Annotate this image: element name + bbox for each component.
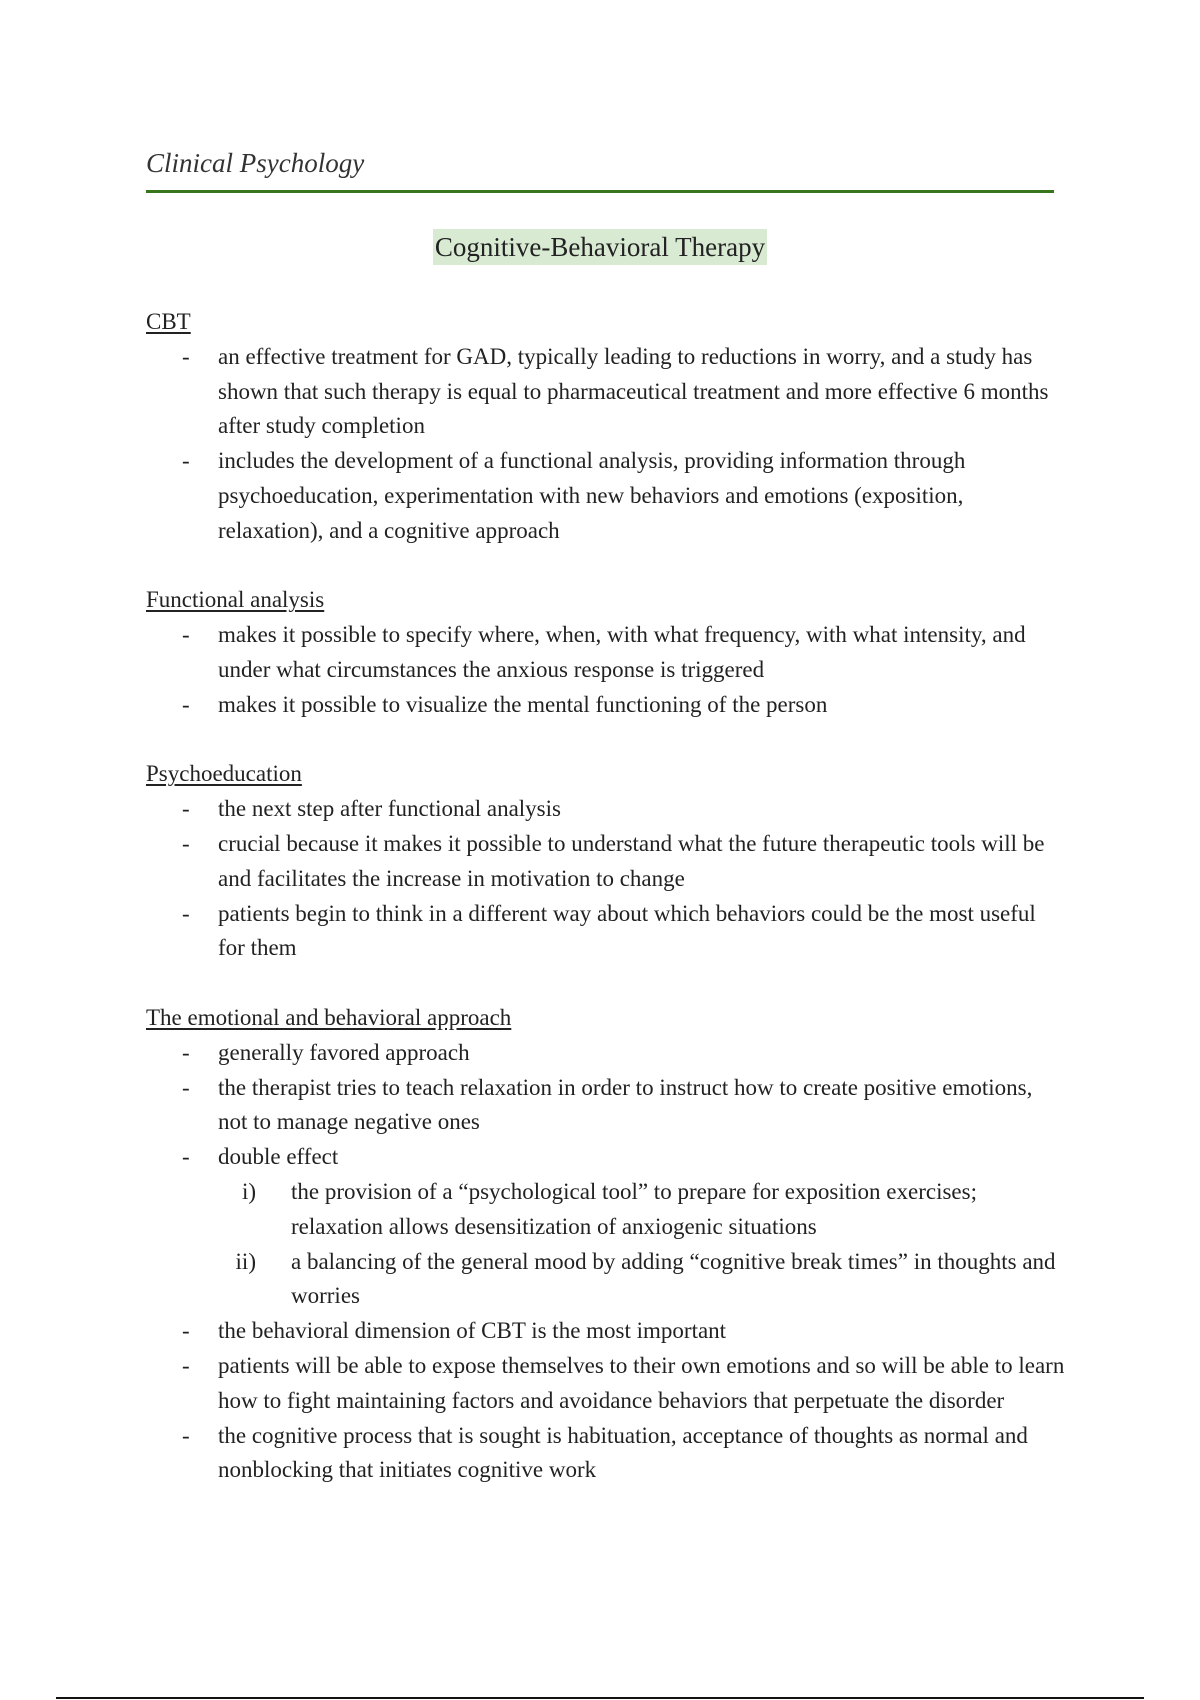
list-item: - the next step after functional analysis (146, 792, 1066, 827)
sub-list-item-text: a balancing of the general mood by adding “cognitive break times” in thoughts and worries (291, 1248, 1056, 1309)
list-item: - makes it possible to visualize the mental functioning of the person (146, 688, 1066, 723)
header-title: Clinical Psychology (146, 148, 365, 178)
sub-list-item (218, 1175, 1066, 1245)
list-item: - crucial because it makes it possible to understand what the future therapeutic tools will be and facilitates the increase in motivation to change (146, 827, 1066, 897)
list-item-with-sublist (146, 1140, 1066, 1314)
list-marker: i) (241, 1178, 256, 1204)
roman-numeral-list (218, 1175, 1066, 1314)
section-cbt (146, 305, 1066, 549)
list-item: - makes it possible to specify where, when, with what frequency, with what intensity, and under what circumstances the anxious response is triggered (146, 618, 1066, 688)
list-item: - an effective treatment for GAD, typically leading to reductions in worry, and a study has shown that such therapy is equal to pharmaceutical treatment and more effective 6 months after study completion (146, 340, 1066, 444)
bullet-list (146, 618, 1066, 722)
section-heading: The emotional and behavioral approach (146, 1004, 512, 1030)
list-item: - the cognitive process that is sought is habituation, acceptance of thoughts as normal and nonblocking that initiates cognitive work (146, 1419, 1066, 1489)
document-body (146, 305, 1066, 1523)
page-header (146, 146, 1054, 180)
document-title: Cognitive-Behavioral Therapy (433, 229, 767, 265)
section-heading: Functional analysis (146, 587, 325, 613)
list-item-text: double effect (218, 1144, 339, 1170)
list-item: - patients begin to think in a different way about which behaviors could be the most useful for them (146, 897, 1066, 967)
section-heading: Psychoeducation (146, 761, 302, 787)
section-psychoeducation (146, 757, 1066, 966)
list-marker: ii) (235, 1248, 256, 1274)
document-title-wrapper (0, 229, 1200, 265)
bullet-list (146, 340, 1066, 549)
list-item: - the therapist tries to teach relaxation in order to instruct how to create positive emotions, not to manage negative ones (146, 1071, 1066, 1141)
list-item: - the behavioral dimension of CBT is the most important (146, 1314, 1066, 1349)
section-functional-analysis (146, 583, 1066, 722)
list-item: - patients will be able to expose themselves to their own emotions and so will be able to learn how to fight maintaining factors and avoidance behaviors that perpetuate the disorder (146, 1349, 1066, 1419)
section-emotional-behavioral-approach (146, 1001, 1066, 1488)
bullet-list (146, 1036, 1066, 1488)
sub-list-item (218, 1245, 1066, 1315)
list-item: - generally favored approach (146, 1036, 1066, 1071)
bullet-list (146, 792, 1066, 966)
header-divider (146, 190, 1054, 193)
section-heading: CBT (146, 309, 191, 334)
list-item: - includes the development of a functional analysis, providing information through psychoeducation, experimentation with new behaviors and emotions (exposition, relaxation), and a cognitive approach (146, 444, 1066, 548)
page-bottom-divider (56, 1697, 1144, 1699)
sub-list-item-text: the provision of a “psychological tool” to prepare for exposition exercises; relaxation allows desensitization of anxiogenic situations (291, 1178, 977, 1239)
